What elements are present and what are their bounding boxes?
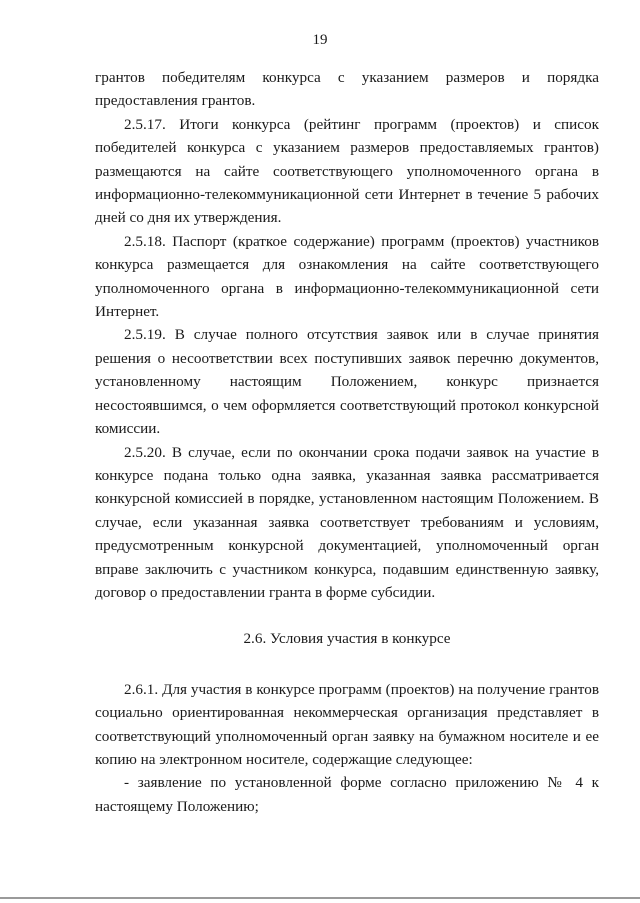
paragraph-2-5-18: 2.5.18. Паспорт (краткое содержание) программ (проектов) участников конкурса размещается для ознакомления на сайте соответствующего уполномоченного органа в информационно-телекоммуникационной сети Интернет. (95, 232, 599, 321)
paragraph-2-5-19: 2.5.19. В случае полного отсутствия заявок или в случае принятия решения о несоответствии всех поступивших заявок перечню документов, установленному настоящим Положением, конкурс признается несостоявшимся, о чем оформляется соответствующий протокол конкурсной комиссии. (95, 326, 599, 438)
bottom-divider (0, 897, 640, 899)
paragraph-2-5-20: 2.5.20. В случае, если по окончании срока подачи заявок на участие в конкурсе подана только одна заявка, указанная заявка рассматривается конкурсной комиссией в порядке, установленном настоящим Положением. В случае, если указанная заявка соответствует требованиям и условиям, предусмотренным конкурсной документацией, уполномоченный орган вправе заключить с участником конкурса, подавшим единственную заявку, договор о предоставлении гранта в форме субсидии. (95, 443, 599, 601)
page-number: 19 (312, 32, 328, 48)
paragraph-continuation: грантов победителям конкурса с указанием размеров и порядка предоставления грантов. (95, 69, 599, 110)
paragraph-2-5-17: 2.5.17. Итоги конкурса (рейтинг программ (проектов) и список победителей конкурса с указанием размеров предоставляемых грантов) размещаются на сайте соответствующего уполномоченного органа в информационно-телекоммуникационной сети Интернет в течение 5 рабочих дней со дня их утверждения. (95, 115, 599, 227)
section-heading-2-6: 2.6. Условия участия в конкурсе (243, 630, 451, 648)
document-body (95, 66, 599, 818)
paragraph-2-6-1: 2.6.1. Для участия в конкурсе программ (проектов) на получение грантов социально ориентированная некоммерческая организация представляет в соответствующий уполномоченный орган заявку на бумажном носителе и ее копию на электронном носителе, содержащие следующее: (95, 680, 599, 768)
list-item-application: - заявление по установленной форме согласно приложению № 4 к настоящему Положению; (95, 774, 599, 815)
